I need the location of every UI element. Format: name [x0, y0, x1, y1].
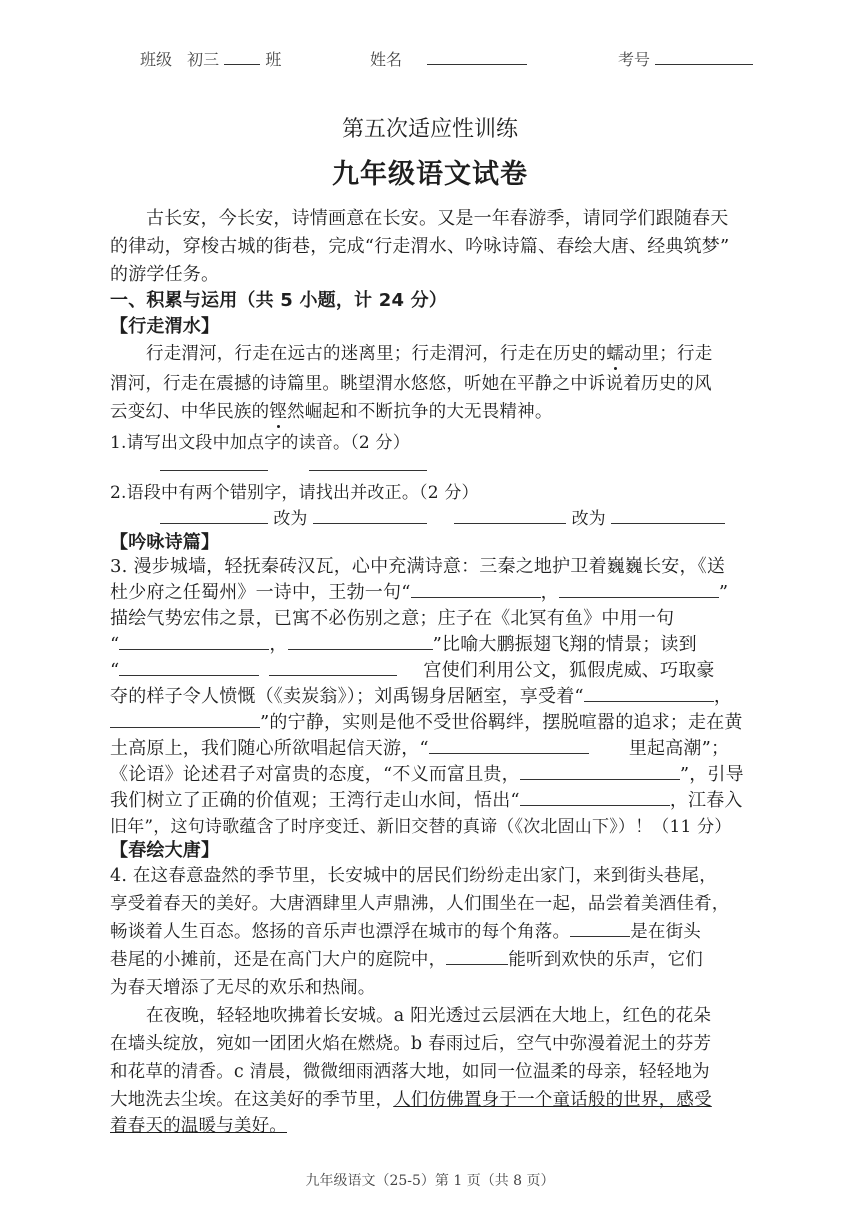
q3-blank-7[interactable] — [584, 683, 714, 702]
part-2-line-11: 旧年”，这句诗歌蕴含了时序变迁、新旧交替的真谛（《次北固山下》）！（11 分） — [110, 817, 732, 837]
section-1-heading: 一、积累与运用（共 5 小题，计 24 分） — [110, 290, 448, 311]
name-blank[interactable] — [427, 46, 527, 65]
underlined-sentence-2: 着春天的温暖与美好。 — [110, 1116, 287, 1136]
part-3-line-2: 享受着春天的美好。大唐酒肆里人声鼎沸，人们围坐在一起，品尝着美酒佳肴， — [110, 894, 730, 914]
q3-blank-5[interactable] — [119, 657, 259, 676]
part-2-line-2 — [110, 578, 780, 604]
part-1-line-3 — [110, 398, 780, 423]
q3-blank-4[interactable] — [288, 631, 433, 650]
part-2-line-3: 描绘气势宏伟之景，已寓不必伤别之意；庄子在《北冥有鱼》中用一句 — [110, 608, 675, 629]
class-suffix: 班 — [265, 50, 282, 69]
part-1-line-1b: 动里；行走 — [623, 344, 713, 364]
q3-blank-6[interactable] — [269, 657, 397, 676]
part-2-line-6 — [110, 682, 780, 708]
part-2-line-9a: 《论语》论述君子对富贵的态度，“不义而富且贵， — [110, 764, 520, 785]
part-3-line-7: 在墙头绽放，宛如一团团火焰在燃烧。b 春雨过后，空气中弥漫着泥土的芬芳 — [110, 1034, 712, 1054]
q4-blank-1[interactable] — [570, 918, 630, 937]
question-1: 1.请写出文段中加点字的读音。（2 分） — [110, 433, 410, 453]
dotted-char-1: 蠕 — [606, 344, 624, 364]
part-2-line-10b: ，江春入 — [669, 790, 743, 811]
part-1-line-3b: 然崛起和不断抗争的大无畏精神。 — [287, 402, 553, 422]
name-label: 姓名 — [370, 50, 403, 69]
part-2-line-2a: 杜少府之任蜀州》一诗中，王勃一句“ — [110, 582, 411, 603]
part-2-line-4c: ”比喻大鹏振翅飞翔的情景；读到 — [432, 634, 697, 655]
q2-correct-2[interactable] — [611, 505, 725, 524]
header-name — [370, 46, 527, 70]
id-blank[interactable] — [655, 46, 753, 65]
class-label: 班级 — [140, 50, 173, 69]
part-2-line-4 — [110, 630, 780, 656]
part-3-line-9a: 大地洗去尘埃。在这美好的季节里， — [110, 1090, 394, 1110]
intro-line-3: 的游学任务。 — [110, 264, 220, 285]
part-2-line-8 — [110, 734, 780, 760]
part-1-line-2: 渭河，行走在震撼的诗篇里。眺望渭水悠悠，听她在平静之中诉说着历史的风 — [110, 374, 712, 394]
part-3-line-4 — [110, 946, 780, 971]
q3-blank-2[interactable] — [559, 579, 719, 598]
part-3-line-6: 在夜晚，轻轻地吹拂着长安城。a 阳光透过云层洒在大地上，红色的花朵 — [146, 1006, 712, 1026]
main-title: 九年级语文试卷 — [332, 159, 528, 190]
q1-blank-2[interactable] — [309, 452, 427, 471]
q3-blank-11[interactable] — [520, 787, 670, 806]
q3-blank-8[interactable] — [110, 709, 260, 728]
part-1-line-1 — [146, 340, 786, 365]
part-2-line-9 — [110, 760, 780, 786]
q1-answer-blanks — [160, 452, 427, 475]
part-2-line-6b: ， — [713, 686, 733, 707]
part-3-line-3a: 畅谈着人生百态。悠扬的音乐声也漂浮在城市的每个角落。 — [110, 922, 571, 942]
underlined-sentence-1: 人们仿佛置身于一个童话般的世界，感受 — [393, 1090, 712, 1110]
q2-change-label-1: 改为 — [273, 509, 308, 529]
part-3-line-4b: 能听到欢快的乐声，它们 — [508, 950, 704, 970]
intro-line-2: 的律动，穿梭古城的街巷，完成“行走渭水、吟咏诗篇、春绘大唐、经典筑梦” — [110, 236, 730, 257]
part-3-line-10 — [110, 1112, 780, 1137]
q3-blank-10[interactable] — [520, 761, 680, 780]
q2-wrong-1[interactable] — [160, 505, 268, 524]
header-id — [618, 46, 753, 70]
part-3-heading: 【春绘大唐】 — [110, 840, 220, 861]
part-3-line-3b: 是在街头 — [630, 922, 702, 942]
part-2-heading: 【吟咏诗篇】 — [110, 532, 220, 553]
part-1-line-3a: 云变幻、中华民族的 — [110, 402, 270, 422]
dotted-char-2: 铿 — [269, 402, 288, 422]
part-2-line-5a: “ — [110, 660, 120, 681]
part-2-line-5 — [110, 656, 780, 682]
part-2-line-2b: ， — [540, 582, 559, 603]
part-3-line-8: 和花草的清香。c 清晨，微微细雨洒落大地，如同一位温柔的母亲，轻轻地为 — [110, 1062, 710, 1082]
q3-blank-1[interactable] — [411, 579, 541, 598]
page-footer: 九年级语文（25-5）第 1 页（共 8 页） — [305, 1173, 555, 1189]
subtitle: 第五次适应性训练 — [341, 117, 518, 142]
q4-blank-2[interactable] — [446, 946, 508, 965]
part-2-line-1: 3. 漫步城墙，轻抚秦砖汉瓦，心中充满诗意：三秦之地护卫着巍巍长安，《送 — [110, 556, 726, 577]
q1-blank-1[interactable] — [160, 452, 268, 471]
part-2-line-6a: 夺的样子令人愤慨（《卖炭翁》）；刘禹锡身居陋室，享受着“ — [110, 686, 584, 707]
part-2-line-9b: ”，引导 — [679, 764, 744, 785]
q2-change-label-2: 改为 — [571, 509, 606, 529]
part-1-line-1a: 行走渭河，行走在远古的迷离里；行走渭河，行走在历史的 — [146, 344, 607, 364]
part-3-line-9 — [110, 1086, 780, 1111]
part-2-line-10 — [110, 786, 780, 812]
part-2-line-7 — [110, 708, 780, 734]
part-2-line-4a: “ — [110, 634, 120, 655]
grade-value: 初三 — [187, 50, 220, 69]
part-3-line-5: 为春天增添了无尽的欢乐和热闹。 — [110, 978, 376, 998]
part-2-line-8a: 土高原上，我们随心所欲唱起信天游，“ — [110, 738, 429, 759]
question-2: 2.语段中有两个错别字，请找出并改正。（2 分） — [110, 483, 479, 503]
q2-wrong-2[interactable] — [454, 505, 566, 524]
part-2-line-4b: ， — [269, 634, 288, 655]
part-2-line-2c: ” — [718, 582, 729, 603]
class-blank[interactable] — [224, 46, 260, 65]
q2-answer-row — [160, 504, 725, 529]
q3-blank-3[interactable] — [119, 631, 269, 650]
q2-correct-1[interactable] — [313, 505, 427, 524]
header-class — [140, 46, 281, 70]
part-2-line-7a: ”的宁静，实则是他不受世俗羁绊，摆脱喧嚣的追求；走在黄 — [260, 712, 743, 733]
part-3-line-4a: 巷尾的小摊前，还是在高门大户的庭院中， — [110, 950, 447, 970]
part-2-line-10a: 我们树立了正确的价值观；王湾行走山水间，悟出“ — [110, 790, 520, 811]
id-label: 考号 — [618, 50, 651, 69]
part-2-line-5b: 宫使们利用公文，狐假虎威、巧取豪 — [423, 660, 715, 681]
part-2-line-8b: 里起高潮”； — [628, 738, 730, 759]
intro-line-1: 古长安，今长安，诗情画意在长安。又是一年春游季，请同学们跟随春天 — [146, 208, 729, 229]
q3-blank-9[interactable] — [429, 735, 589, 754]
part-3-line-3 — [110, 918, 780, 943]
part-3-line-1: 4. 在这春意盎然的季节里，长安城中的居民们纷纷走出家门，来到街头巷尾， — [110, 866, 717, 886]
part-1-heading: 【行走渭水】 — [110, 316, 220, 337]
